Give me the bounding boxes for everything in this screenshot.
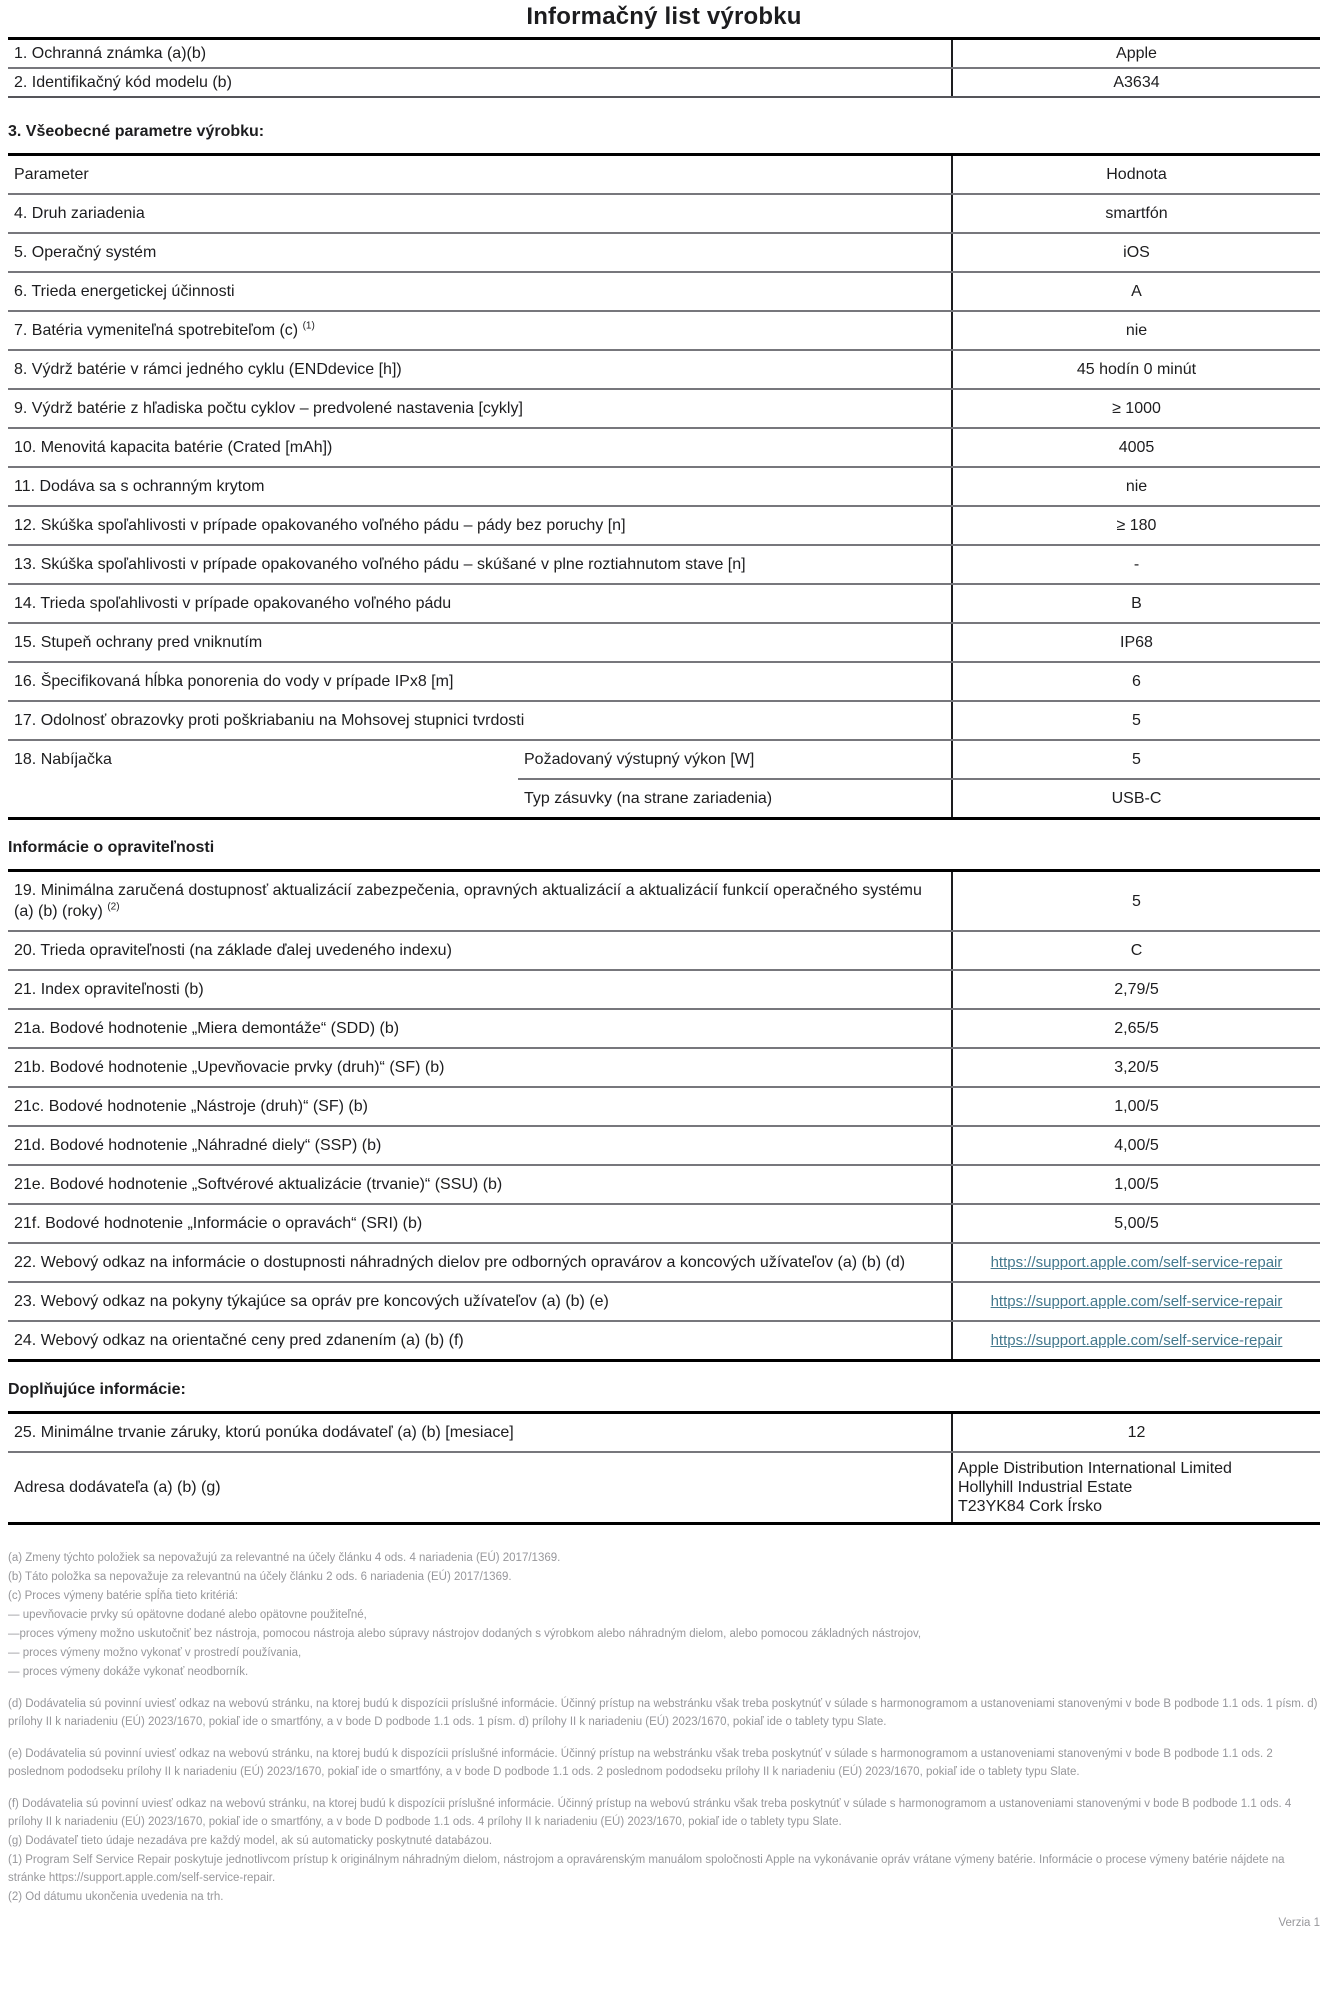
- value-cell: [951, 1166, 1320, 1203]
- parameter-label-text: [14, 320, 315, 341]
- parameter-label: [8, 429, 951, 466]
- product-information-sheet: [0, 4, 1328, 2014]
- table-row: [8, 872, 1320, 930]
- value-text: iOS: [1123, 244, 1150, 261]
- value-cell: [951, 1049, 1320, 1086]
- page-title: Informačný list výrobku: [526, 3, 802, 30]
- value-cell: [951, 702, 1320, 739]
- parameter-label-text: 8. Výdrž batérie v rámci jedného cyklu (ENDdevice [h]): [14, 361, 402, 378]
- parameter-label-text: 1. Ochranná známka (a)(b): [14, 45, 207, 62]
- parameter-label: [8, 624, 951, 661]
- value-text: 3,20/5: [1114, 1059, 1159, 1076]
- parameter-label: [8, 1088, 951, 1125]
- value-cell: [951, 507, 1320, 544]
- table-row: [8, 583, 1320, 622]
- footnote-criterion: — proces výmeny dokáže vykonať neodborník.: [8, 1666, 249, 1678]
- value-text: B: [1131, 595, 1142, 612]
- value-cell: [951, 351, 1320, 388]
- version-label: Verzia 1: [1278, 1917, 1320, 1929]
- value-cell: [951, 1322, 1320, 1359]
- value-text: 1,00/5: [1114, 1098, 1159, 1115]
- footnote-criterion: — upevňovacie prvky sú opätovne dodané alebo opätovne použiteľné,: [8, 1609, 367, 1621]
- address-line: T23YK84 Cork Írsko: [958, 1498, 1103, 1515]
- footnote: (1) Program Self Service Repair poskytuje jednotlivcom prístup k originálnym náhradným dielom, nástrojom a opravárenským manuálom spoločnosti Apple na vykonávanie opráv vrátane výmeny batérie. Informácie o procese výmeny batérie nájdete na stránke https://support.apple.com/self-service-repair.: [8, 1854, 1285, 1884]
- table-row: [8, 40, 1320, 67]
- parameter-label: [8, 1453, 951, 1522]
- table-row: [8, 1203, 1320, 1242]
- value-text: USB-C: [1111, 790, 1162, 807]
- parameter-label-text: 21d. Bodové hodnotenie „Náhradné diely“ (SSP) (b): [14, 1137, 382, 1154]
- value-cell: [951, 872, 1320, 930]
- value-cell: [951, 663, 1320, 700]
- table-row: [8, 661, 1320, 700]
- table-row: [8, 1414, 1320, 1451]
- value-cell: [951, 1010, 1320, 1047]
- parameter-label-text: 16. Špecifikovaná hĺbka ponorenia do vody v prípade IPx8 [m]: [14, 673, 454, 690]
- repairability-table: [8, 869, 1320, 1362]
- parameter-label-text: 2. Identifikačný kód modelu (b): [14, 74, 232, 91]
- value-text: A3634: [1113, 74, 1160, 91]
- footnote: (f) Dodávatelia sú povinní uviesť odkaz na webovú stránku, na ktorej budú k dispozícii príslušné informácie. Účinný prístup na webovú stránku však treba poskytnúť v súlade s harmonogramom a ustanoveniami stanovenými v bode B podbode 1.1 ods. 4 prílohy II k nariadeniu (EÚ) 2023/1670, pokiaľ ide o smartfóny, a v bode D podbode 1.1 ods. 4 prílohy II k nariadeniu (EÚ) 2023/1670, pokiaľ ide o tablety typu Slate.: [8, 1798, 1292, 1828]
- parameter-label-text: 14. Trieda spoľahlivosti v prípade opakovaného voľného pádu: [14, 595, 452, 612]
- parameter-label: [8, 1414, 951, 1451]
- parameter-label-text: 9. Výdrž batérie z hľadiska počtu cyklov – predvolené nastavenia [cykly]: [14, 400, 523, 417]
- value-cell: [951, 273, 1320, 310]
- table-row: [8, 67, 1320, 96]
- table-row: [8, 232, 1320, 271]
- parameter-label: [8, 932, 951, 969]
- table-row: [8, 388, 1320, 427]
- value-text: 2,65/5: [1114, 1020, 1159, 1037]
- footnote-superscript: (1): [302, 320, 315, 332]
- parameter-label-text: 17. Odolnosť obrazovky proti poškriabaniu na Mohsovej stupnici tvrdosti: [14, 712, 525, 729]
- table-row: [8, 271, 1320, 310]
- section-heading-general: 3. Všeobecné parametre výrobku:: [8, 123, 265, 140]
- value-text: 5,00/5: [1114, 1215, 1159, 1232]
- column-header-text: Parameter: [14, 166, 89, 183]
- parameter-label-text: 21f. Bodové hodnotenie „Informácie o opravách“ (SRI) (b): [14, 1215, 423, 1232]
- parameter-label-text: 21b. Bodové hodnotenie „Upevňovacie prvky (druh)“ (SF) (b): [14, 1059, 445, 1076]
- parameter-label-text: 6. Trieda energetickej účinnosti: [14, 283, 235, 300]
- table-subrow: [518, 741, 1320, 778]
- parameter-label-text: 5. Operačný systém: [14, 244, 157, 261]
- support-link[interactable]: https://support.apple.com/self-service-repair: [990, 1293, 1283, 1310]
- parameter-label: [8, 1010, 951, 1047]
- footnote-superscript: (2): [107, 901, 120, 913]
- parameter-label-text: 11. Dodáva sa s ochranným krytom: [14, 478, 265, 495]
- parameter-label-text: 15. Stupeň ochrany pred vniknutím: [14, 634, 263, 651]
- value-text: 6: [1132, 673, 1141, 690]
- charger-subrows: [518, 741, 1320, 817]
- parameter-label: [8, 69, 951, 96]
- footnote: (b) Táto položka sa nepovažuje za relevantnú na účely článku 2 ods. 6 nariadenia (EÚ) 2017/1369.: [8, 1571, 512, 1583]
- table-row: [8, 1164, 1320, 1203]
- general-parameters-table: [8, 153, 1320, 820]
- footnote: (g) Dodávateľ tieto údaje nezadáva pre každý model, ak sú automaticky poskytnuté databázou.: [8, 1835, 493, 1847]
- support-link[interactable]: https://support.apple.com/self-service-repair: [990, 1254, 1283, 1271]
- parameter-label-main: 19. Minimálna zaručená dostupnosť aktualizácií zabezpečenia, opravných aktualizácií a aktualizácií funkcií operačného systému (a) (b) (roky): [14, 882, 922, 920]
- parameter-label-text: 21c. Bodové hodnotenie „Nástroje (druh)“ (SF) (b): [14, 1098, 368, 1115]
- parameter-label: [8, 872, 951, 930]
- value-text: 1,00/5: [1114, 1176, 1159, 1193]
- value-cell: [951, 429, 1320, 466]
- table-row: [8, 1242, 1320, 1281]
- parameter-label: [8, 1166, 951, 1203]
- parameter-label: [8, 390, 951, 427]
- table-row: [8, 1320, 1320, 1359]
- section-heading-repairability: Informácie o opraviteľnosti: [8, 839, 215, 856]
- value-cell: [951, 1283, 1320, 1320]
- parameter-label-text: 13. Skúška spoľahlivosti v prípade opakovaného voľného pádu – skúšané v plne roztiahnutom stave [n]: [14, 556, 746, 573]
- parameter-label: [8, 1049, 951, 1086]
- value-text: 2,79/5: [1114, 981, 1159, 998]
- parameter-label: [8, 1205, 951, 1242]
- parameter-label: [8, 1322, 951, 1359]
- parameter-label-main: 7. Batéria vymeniteľná spotrebiteľom (c): [14, 322, 303, 339]
- parameter-label-text: 12. Skúška spoľahlivosti v prípade opakovaného voľného pádu – pády bez poruchy [n]: [14, 517, 626, 534]
- parameter-label: [8, 585, 951, 622]
- parameter-label-text: 21e. Bodové hodnotenie „Softvérové aktualizácie (trvanie)“ (SSU) (b): [14, 1176, 503, 1193]
- support-link[interactable]: https://support.apple.com/self-service-repair: [990, 1332, 1283, 1349]
- value-cell: [951, 546, 1320, 583]
- address-line: Hollyhill Industrial Estate: [958, 1479, 1133, 1496]
- value-cell: [951, 741, 1320, 778]
- parameter-label: [8, 971, 951, 1008]
- parameter-label-text: 24. Webový odkaz na orientačné ceny pred zdanením (a) (b) (f): [14, 1332, 464, 1349]
- value-text: 45 hodín 0 minút: [1076, 361, 1197, 378]
- address-line: Apple Distribution International Limited: [958, 1460, 1232, 1477]
- parameter-label-text: Typ zásuvky (na strane zariadenia): [524, 790, 773, 807]
- parameter-label: [8, 312, 951, 349]
- value-text: nie: [1125, 322, 1148, 339]
- parameter-label: [8, 741, 518, 817]
- value-cell: [951, 1088, 1320, 1125]
- footnote: (a) Zmeny týchto položiek sa nepovažujú za relevantné na účely článku 4 ods. 4 nariadenia (EÚ) 2017/1369.: [8, 1552, 561, 1564]
- charger-row: [8, 739, 1320, 817]
- parameter-label: [8, 702, 951, 739]
- parameter-label-text: 22. Webový odkaz na informácie o dostupnosti náhradných dielov pre odborných opravárov a koncových užívateľov (a) (b) (d): [14, 1254, 906, 1271]
- value-text: -: [1133, 556, 1140, 573]
- supplier-address-cell: [951, 1453, 1320, 1522]
- parameter-label: [8, 1283, 951, 1320]
- column-header-parameter: [8, 156, 951, 193]
- value-text: C: [1130, 942, 1143, 959]
- value-cell: [951, 1205, 1320, 1242]
- table-row: [8, 310, 1320, 349]
- value-cell: [951, 468, 1320, 505]
- value-cell: [951, 1127, 1320, 1164]
- parameter-label: [8, 468, 951, 505]
- sub-parameter-label: [518, 741, 951, 778]
- parameter-label-text: 23. Webový odkaz na pokyny týkajúce sa opráv pre koncových užívateľov (a) (b) (e): [14, 1293, 609, 1310]
- table-row: [8, 1086, 1320, 1125]
- value-text: 4005: [1118, 439, 1155, 456]
- footnote-criterion: —proces výmeny možno uskutočniť bez nástroja, pomocou nástroja alebo súpravy nástrojov dodaných s výrobkom alebo náhradným dielom, alebo pomocou základných nástrojov,: [8, 1628, 922, 1640]
- table-row: [8, 700, 1320, 739]
- value-text: 5: [1132, 751, 1141, 768]
- value-text: Apple: [1116, 45, 1157, 62]
- table-row: [8, 969, 1320, 1008]
- parameter-label-text: 21a. Bodové hodnotenie „Miera demontáže“ (SDD) (b): [14, 1020, 400, 1037]
- value-cell: [951, 1244, 1320, 1281]
- section-heading-additional: Doplňujúce informácie:: [8, 1381, 186, 1398]
- column-header-value: [951, 156, 1320, 193]
- value-cell: [951, 971, 1320, 1008]
- parameter-label: [8, 663, 951, 700]
- table-row: [8, 930, 1320, 969]
- footnote: (e) Dodávatelia sú povinní uviesť odkaz na webovú stránku, na ktorej budú k dispozícii príslušné informácie. Účinný prístup na webstránku však treba poskytnúť v súlade s harmonogramom a ustanoveniami stanovenými v bode B podbode 1.1 ods. 2 poslednom pododseku prílohy II k nariadeniu (EÚ) 2023/1670, pokiaľ ide o smartfóny, a v bode D podbode 1.1 ods. 2 poslednom pododseku prílohy II k nariadeniu (EÚ) 2023/1670, pokiaľ ide o tablety typu Slate.: [8, 1748, 1273, 1778]
- parameter-label: [8, 195, 951, 232]
- parameter-label: [8, 546, 951, 583]
- value-text: smartfón: [1105, 205, 1168, 222]
- value-cell: [951, 624, 1320, 661]
- value-cell: [951, 40, 1320, 67]
- value-text: ≥ 1000: [1112, 400, 1161, 417]
- value-cell: [951, 234, 1320, 271]
- value-cell: [951, 932, 1320, 969]
- parameter-label: [8, 1244, 951, 1281]
- table-row: [8, 544, 1320, 583]
- footnote: (2) Od dátumu ukončenia uvedenia na trh.: [8, 1891, 224, 1903]
- footnote: (c) Proces výmeny batérie spĺňa tieto kritériá:: [8, 1590, 239, 1602]
- parameter-label-text: 25. Minimálne trvanie záruky, ktorú ponúka dodávateľ (a) (b) [mesiace]: [14, 1424, 514, 1441]
- parameter-label-text: 10. Menovitá kapacita batérie (Crated [mAh]): [14, 439, 333, 456]
- parameter-label-text: 4. Druh zariadenia: [14, 205, 145, 222]
- footnotes: [8, 1549, 1320, 1906]
- value-text: IP68: [1120, 634, 1153, 651]
- table-header-row: [8, 156, 1320, 193]
- parameter-label: [8, 40, 951, 67]
- table-row: [8, 1125, 1320, 1164]
- identity-table: [8, 37, 1320, 98]
- table-subrow: [518, 778, 1320, 817]
- value-cell: [951, 312, 1320, 349]
- sub-parameter-label: [518, 780, 951, 817]
- parameter-label: [8, 507, 951, 544]
- footnote-criterion: — proces výmeny možno vykonať v prostredí používania,: [8, 1647, 302, 1659]
- parameter-label: [8, 234, 951, 271]
- table-row: [8, 466, 1320, 505]
- value-cell: [951, 1414, 1320, 1451]
- table-row: [8, 193, 1320, 232]
- parameter-label-text: 18. Nabíjačka: [14, 751, 112, 768]
- parameter-label-text: Požadovaný výstupný výkon [W]: [524, 751, 755, 768]
- value-cell: [951, 69, 1320, 96]
- table-row: [8, 1281, 1320, 1320]
- table-row: [8, 1047, 1320, 1086]
- table-row: [8, 1008, 1320, 1047]
- parameter-label-text: [14, 880, 937, 922]
- supplier-address-row: [8, 1451, 1320, 1522]
- value-text: nie: [1125, 478, 1148, 495]
- footnote: (d) Dodávatelia sú povinní uviesť odkaz na webovú stránku, na ktorej budú k dispozícii príslušné informácie. Účinný prístup na webstránku však treba poskytnúť v súlade s harmonogramom a ustanoveniami stanovenými v bode B podbode 1.1 ods. 1 písm. d) prílohy II k nariadeniu (EÚ) 2023/1670, pokiaľ ide o smartfóny, a v bode D podbode 1.1 ods. 1 písm. d) prílohy II k nariadeniu (EÚ) 2023/1670, pokiaľ ide o tablety typu Slate.: [8, 1698, 1318, 1728]
- parameter-label-text: 20. Trieda opraviteľnosti (na základe ďalej uvedeného indexu): [14, 942, 452, 959]
- value-cell: [951, 390, 1320, 427]
- parameter-label-text: 21. Index opraviteľnosti (b): [14, 981, 204, 998]
- parameter-label: [8, 273, 951, 310]
- parameter-label: [8, 1127, 951, 1164]
- table-row: [8, 622, 1320, 661]
- value-text: ≥ 180: [1116, 517, 1157, 534]
- column-header-text: Hodnota: [1106, 166, 1167, 183]
- parameter-label: [8, 351, 951, 388]
- value-text: A: [1131, 283, 1142, 300]
- table-row: [8, 427, 1320, 466]
- table-row: [8, 505, 1320, 544]
- value-cell: [951, 195, 1320, 232]
- value-cell: [951, 585, 1320, 622]
- value-text: 12: [1127, 1424, 1146, 1441]
- value-text: 5: [1132, 892, 1141, 910]
- parameter-label-text: Adresa dodávateľa (a) (b) (g): [14, 1479, 221, 1496]
- value-cell: [951, 780, 1320, 817]
- value-text: 5: [1132, 712, 1141, 729]
- value-text: 4,00/5: [1114, 1137, 1159, 1154]
- table-row: [8, 349, 1320, 388]
- additional-info-table: [8, 1411, 1320, 1525]
